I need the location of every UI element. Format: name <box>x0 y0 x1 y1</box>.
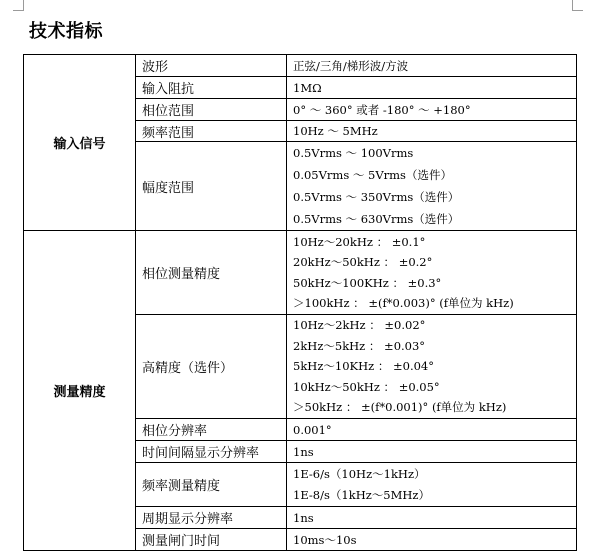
value-line: 1MΩ <box>293 80 322 95</box>
value-line: 10Hz ～ 5MHz <box>293 124 378 138</box>
value-cell <box>287 99 577 121</box>
value-line: 10Hz～20kHz ： ±0.1° <box>293 234 426 249</box>
value-cell <box>287 529 577 551</box>
value-cell <box>287 55 577 77</box>
param-phase-range: 相位范围 <box>136 99 287 121</box>
value-line: 2kHz～5kHz ： ±0.03° <box>293 338 426 353</box>
value-cell <box>287 419 577 441</box>
group-label-measurement-accuracy: 测量精度 <box>24 231 136 551</box>
value-line: 10ms～10s <box>293 532 357 547</box>
page-corner-mark-right <box>572 0 583 11</box>
param-phase-accuracy: 相位测量精度 <box>136 231 287 315</box>
value-line: 50kHz～100KHz ： ±0.3° <box>293 275 442 290</box>
value-line: 10Hz～2kHz ： ±0.02° <box>293 318 426 333</box>
value-line: 1ns <box>293 510 314 525</box>
param-time-interval-resolution: 时间间隔显示分辨率 <box>136 441 287 463</box>
value-line: 10kHz～50kHz ： ±0.05° <box>293 379 440 394</box>
value-line: 0.5Vrms ～ 630Vrms（选件） <box>293 212 460 226</box>
param-input-impedance: 输入阻抗 <box>136 77 287 99</box>
value-cell <box>287 441 577 463</box>
value-line: 1E-6/s（10Hz～1kHz） <box>293 467 426 481</box>
param-phase-resolution: 相位分辨率 <box>136 419 287 441</box>
value-line: 5kHz～10KHz ： ±0.04° <box>293 359 434 374</box>
table-row <box>24 231 577 315</box>
value-cell <box>287 231 577 315</box>
value-line: 0.5Vrms ～ 350Vrms（选件） <box>293 190 460 204</box>
param-gate-time: 测量闸门时间 <box>136 529 287 551</box>
value-cell <box>287 121 577 142</box>
page-corner-mark-left <box>13 0 24 11</box>
param-waveform: 波形 <box>136 55 287 77</box>
value-line: 20kHz～50kHz ： ±0.2° <box>293 255 433 269</box>
value-cell <box>287 315 577 419</box>
value-line: 0.5Vrms ～ 100Vrms <box>293 146 414 160</box>
value-cell <box>287 463 577 507</box>
value-cell <box>287 77 577 99</box>
value-line: 1ns <box>293 444 314 459</box>
param-high-precision-option: 高精度（选件） <box>136 315 287 419</box>
table-row <box>24 55 577 77</box>
param-period-resolution: 周期显示分辨率 <box>136 507 287 529</box>
section-title: 技术指标 <box>29 21 103 42</box>
value-cell <box>287 507 577 529</box>
group-label-input-signal: 输入信号 <box>24 55 136 231</box>
value-line: ＞100kHz ： ±(f*0.003)° (f单位为 kHz) <box>293 296 514 310</box>
value-cell <box>287 142 577 231</box>
value-line: 0.05Vrms ～ 5Vrms（选件） <box>293 168 452 182</box>
value-line: 0.001° <box>293 422 332 437</box>
value-line: 0° ～ 360° 或者 -180° ～ +180° <box>293 102 471 117</box>
param-frequency-range: 频率范围 <box>136 121 287 142</box>
value-line: ＞50kHz ： ±(f*0.001)° (f单位为 kHz) <box>293 400 507 415</box>
value-line: 正弦/三角/梯形波/方波 <box>293 58 409 73</box>
spec-table <box>23 54 577 551</box>
param-frequency-accuracy: 频率测量精度 <box>136 463 287 507</box>
value-line: 1E-8/s（1kHz～5MHz） <box>293 487 430 502</box>
param-amplitude-range: 幅度范围 <box>136 142 287 231</box>
